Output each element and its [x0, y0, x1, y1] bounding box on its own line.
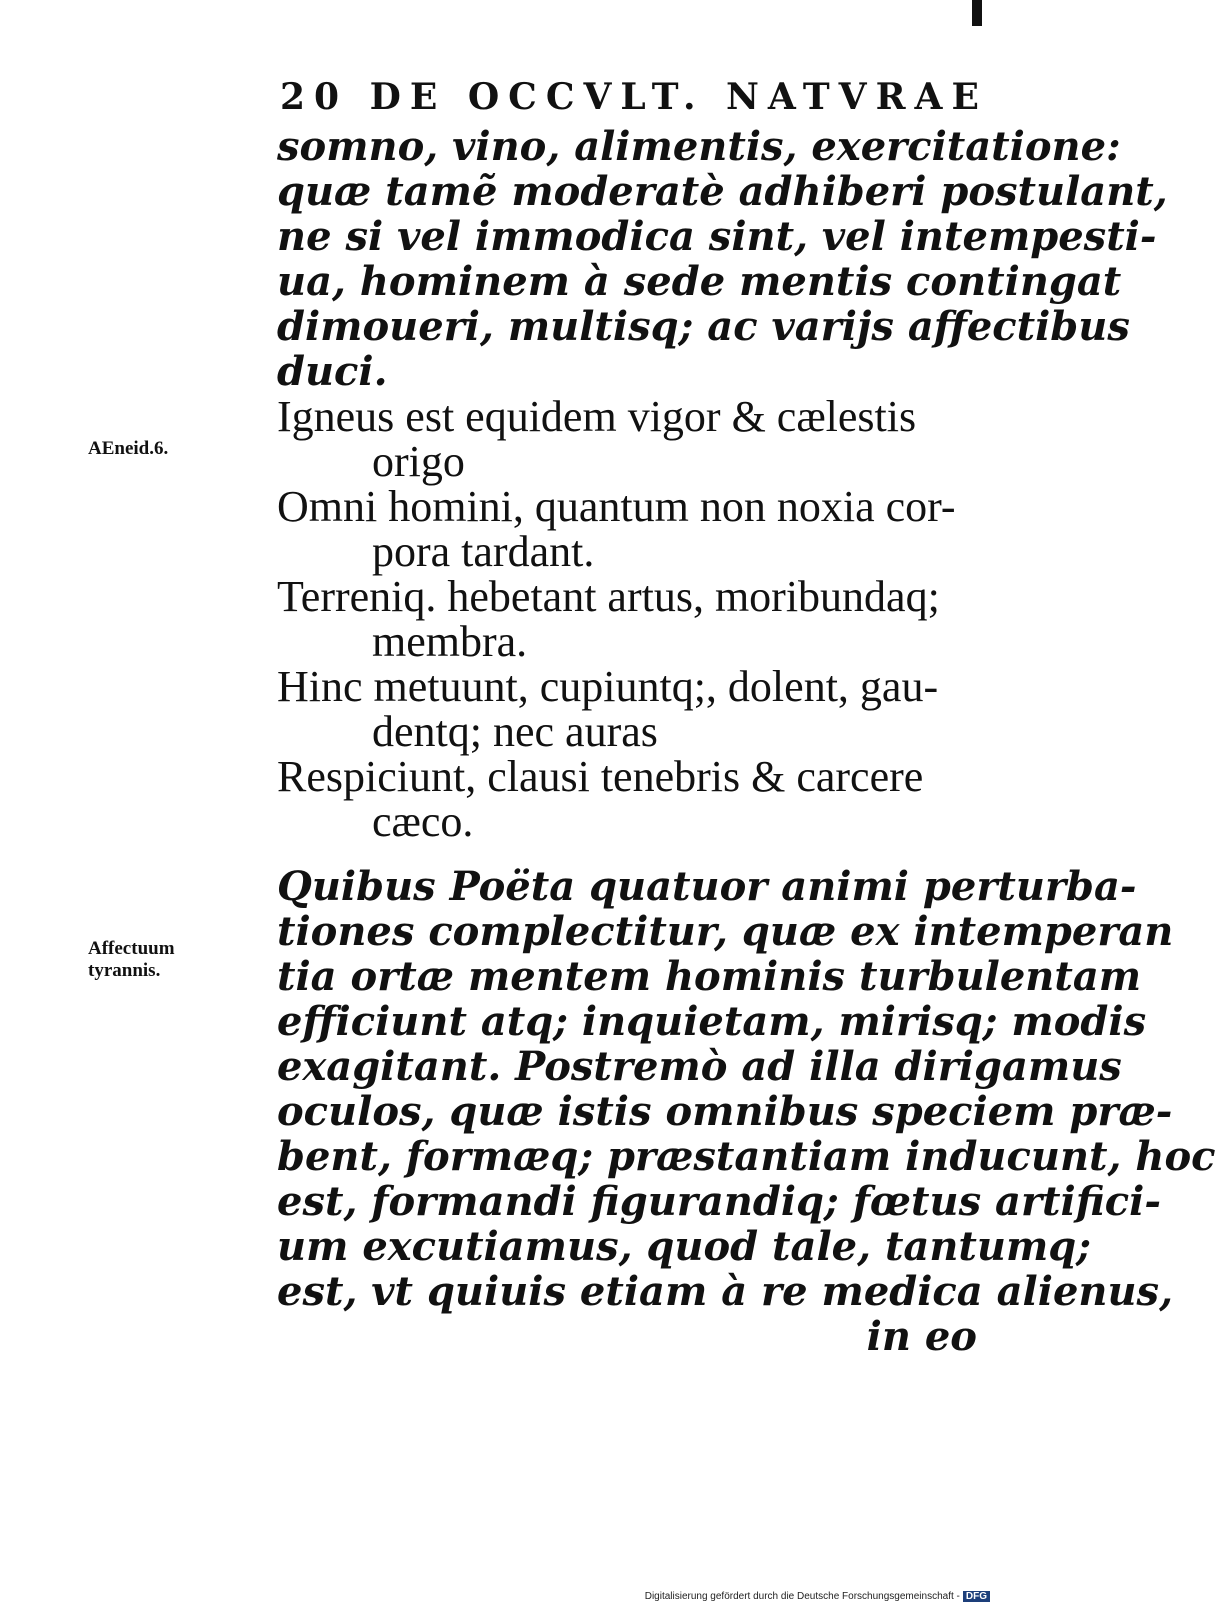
- margin-note-affectuum: [88, 938, 175, 982]
- text-line: efficiunt atq; inquietam, mirisq; modis: [277, 998, 1147, 1045]
- page-edge-mark: [972, 0, 982, 26]
- verse-line: Igneus est equidem vigor & cælestis: [277, 392, 917, 441]
- text-line: quæ tamẽ moderatè adhiberi postulant,: [277, 168, 1168, 215]
- footer-text: Digitalisierung gefördert durch die Deutsche Forschungsgemeinschaft -: [644, 1591, 960, 1602]
- verse-line-cont: cæco.: [372, 797, 474, 846]
- text-line: oculos, quæ istis omnibus speciem præ-: [277, 1088, 1173, 1135]
- margin-note-aeneid: AEneid.6.: [88, 438, 169, 459]
- verse-line: Hinc metuunt, cupiuntq;, dolent, gau-: [277, 662, 939, 711]
- verse-line: Terreniq. hebetant artus, moribundaq;: [277, 572, 940, 621]
- margin-note-line: Affectuum: [88, 938, 175, 959]
- text-line: dimoueri, multisq; ac varijs affectibus: [277, 303, 1130, 350]
- verse-line-cont: membra.: [372, 617, 528, 666]
- running-header: 20 DE OCCVLT. NATVRAE: [280, 76, 988, 118]
- verse-line-cont: pora tardant.: [372, 527, 595, 576]
- text-line: um excutiamus, quod tale, tantumq;: [277, 1223, 1092, 1270]
- verse-line: Respiciunt, clausi tenebris & carcere: [277, 752, 924, 801]
- verse-line-cont: dentq; nec auras: [372, 707, 658, 756]
- margin-note-line: tyrannis.: [88, 960, 161, 981]
- text-line: tia ortæ mentem hominis turbulentam: [277, 953, 1142, 1000]
- verse-line-cont: origo: [372, 437, 465, 486]
- text-line: Quibus Poëta quatuor animi perturba-: [277, 863, 1137, 910]
- text-line: est, formandi figurandiq; fœtus artifici-: [277, 1178, 1161, 1225]
- text-line: est, vt quiuis etiam à re medica alienus,: [277, 1268, 1173, 1315]
- text-line: ne si vel immodica sint, vel intempesti-: [277, 213, 1157, 260]
- catchword: in eo: [866, 1313, 977, 1360]
- text-line: bent, formæq; præstantiam inducunt, hoc: [277, 1133, 1215, 1180]
- verse-line: Omni homini, quantum non noxia cor-: [277, 482, 956, 531]
- dfg-logo: DFG: [963, 1591, 990, 1602]
- text-line: tiones complectitur, quæ ex intemperan: [277, 908, 1174, 955]
- text-line: ua, hominem à sede mentis contingat: [277, 258, 1122, 305]
- body-text: [277, 123, 1215, 1360]
- text-line: exagitant. Postremò ad illa dirigamus: [277, 1043, 1122, 1090]
- digitization-footer: [645, 1591, 990, 1602]
- text-line: duci.: [277, 348, 388, 395]
- text-line: somno, vino, alimentis, exercitatione:: [277, 123, 1121, 170]
